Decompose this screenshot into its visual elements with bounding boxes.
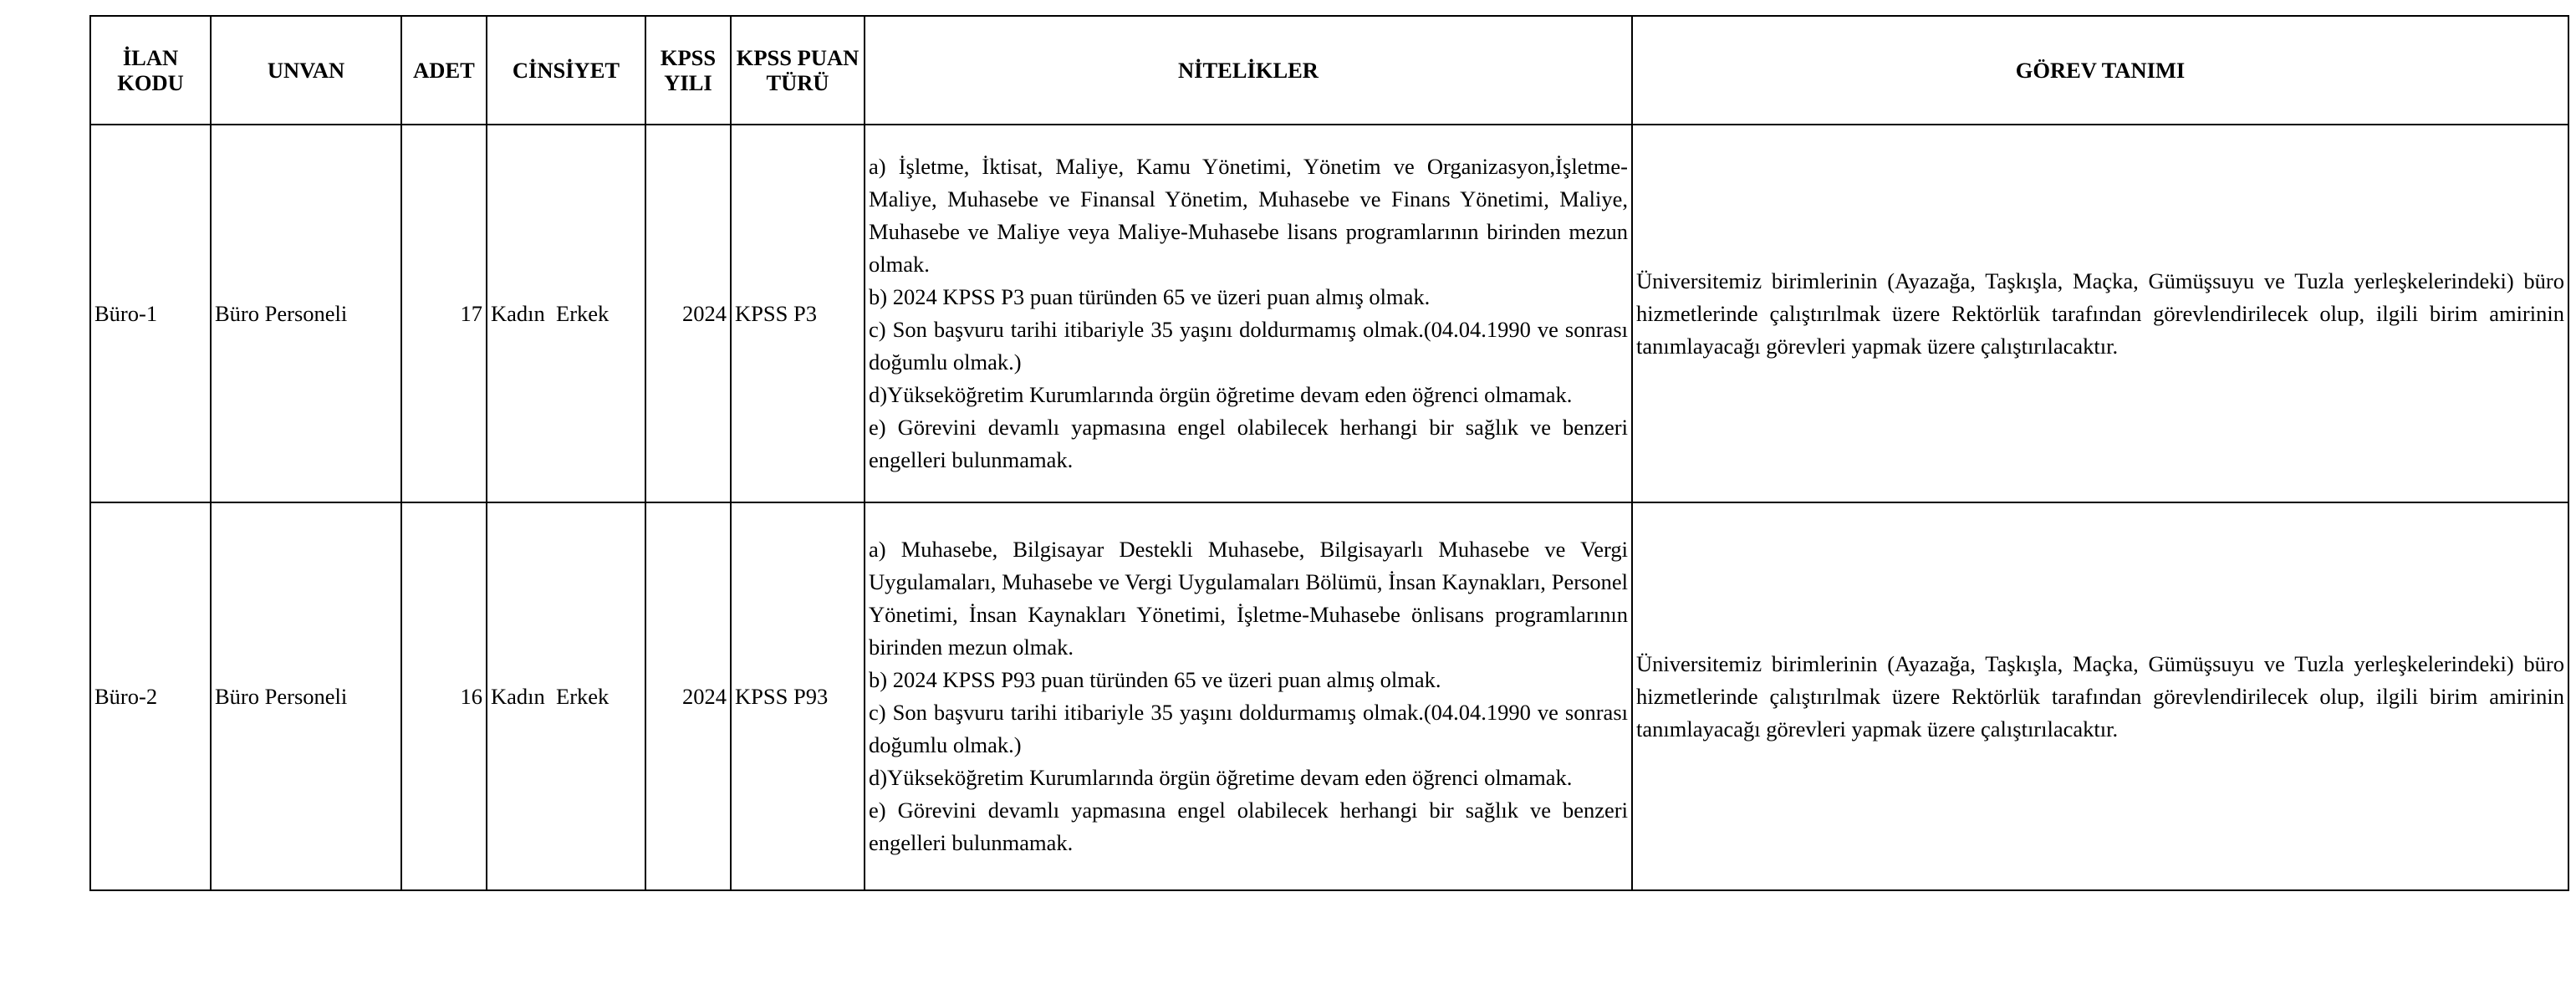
job-posting-table	[89, 15, 2569, 891]
table-row	[90, 125, 2568, 502]
qualification-item-e: e) Görevini devamlı yapmasına engel olabilecek herhangi bir sağlık ve benzeri engelleri bulunmamak.	[869, 798, 1628, 855]
header-unvan: UNVAN	[211, 16, 401, 125]
qualification-item-a: a) İşletme, İktisat, Maliye, Kamu Yönetimi, Yönetim ve Organizasyon,İşletme-Maliye, Muhasebe ve Finansal Yönetim, Muhasebe ve Finans Yönetimi, Maliye, Muhasebe ve Maliye veya Maliye-Muhasebe lisans programlarının birinden mezun olmak.	[869, 154, 1628, 277]
qualification-item-b: b) 2024 KPSS P3 puan türünden 65 ve üzeri puan almış olmak.	[869, 284, 1431, 309]
cell-gorev-tanimi: Üniversitemiz birimlerinin (Ayazağa, Taşkışla, Maçka, Gümüşsuyu ve Tuzla yerleşkelerindeki) büro hizmetlerinde çalıştırılmak üzere Rektörlük tarafından görevlendirilecek olup, ilgili birim amirinin tanımlayacağı görevleri yapmak üzere çalıştırılacaktır.	[1632, 502, 2568, 890]
table-row	[90, 502, 2568, 890]
cell-adet: 16	[401, 502, 487, 890]
cell-unvan: Büro Personeli	[211, 125, 401, 502]
cell-gorev-tanimi: Üniversitemiz birimlerinin (Ayazağa, Taşkışla, Maçka, Gümüşsuyu ve Tuzla yerleşkelerindeki) büro hizmetlerinde çalıştırılmak üzere Rektörlük tarafından görevlendirilecek olup, ilgili birim amirinin tanımlayacağı görevleri yapmak üzere çalıştırılacaktır.	[1632, 125, 2568, 502]
header-cinsiyet: CİNSİYET	[487, 16, 645, 125]
cell-nitelikler	[865, 125, 1632, 502]
cell-kpss-yili: 2024	[645, 502, 731, 890]
cell-kpss-puan-turu: KPSS P93	[731, 502, 865, 890]
header-gorev-tanimi: GÖREV TANIMI	[1632, 16, 2568, 125]
qualification-item-b: b) 2024 KPSS P93 puan türünden 65 ve üzeri puan almış olmak.	[869, 667, 1441, 692]
header-kpss-puan-turu: KPSS PUAN TÜRÜ	[731, 16, 865, 125]
qualification-item-e: e) Görevini devamlı yapmasına engel olabilecek herhangi bir sağlık ve benzeri engelleri bulunmamak.	[869, 415, 1628, 472]
header-kpss-yili: KPSS YILI	[645, 16, 731, 125]
qualification-item-c: c) Son başvuru tarihi itibariyle 35 yaşını doldurmamış olmak.(04.04.1990 ve sonrası doğumlu olmak.)	[869, 700, 1628, 757]
header-nitelikler: NİTELİKLER	[865, 16, 1632, 125]
cell-ilan-kodu: Büro-1	[90, 125, 211, 502]
header-adet: ADET	[401, 16, 487, 125]
cell-adet: 17	[401, 125, 487, 502]
cell-ilan-kodu: Büro-2	[90, 502, 211, 890]
header-ilan-kodu: İLAN KODU	[90, 16, 211, 125]
qualification-item-c: c) Son başvuru tarihi itibariyle 35 yaşını doldurmamış olmak.(04.04.1990 ve sonrası doğumlu olmak.)	[869, 317, 1628, 375]
cell-nitelikler	[865, 502, 1632, 890]
cell-kpss-puan-turu: KPSS P3	[731, 125, 865, 502]
qualification-item-d: d)Yükseköğretim Kurumlarında örgün öğretime devam eden öğrenci olmamak.	[869, 382, 1573, 407]
qualification-item-a: a) Muhasebe, Bilgisayar Destekli Muhasebe, Bilgisayarlı Muhasebe ve Vergi Uygulamaları, Muhasebe ve Vergi Uygulamaları Bölümü, İnsan Kaynakları, Personel Yönetimi, İnsan Kaynakları Yönetimi, İşletme-Muhasebe önlisans programlarının birinden mezun olmak.	[869, 537, 1628, 660]
cell-cinsiyet: Kadın Erkek	[487, 502, 645, 890]
qualification-item-d: d)Yükseköğretim Kurumlarında örgün öğretime devam eden öğrenci olmamak.	[869, 765, 1573, 790]
cell-cinsiyet: Kadın Erkek	[487, 125, 645, 502]
cell-kpss-yili: 2024	[645, 125, 731, 502]
header-row	[90, 16, 2568, 125]
cell-unvan: Büro Personeli	[211, 502, 401, 890]
